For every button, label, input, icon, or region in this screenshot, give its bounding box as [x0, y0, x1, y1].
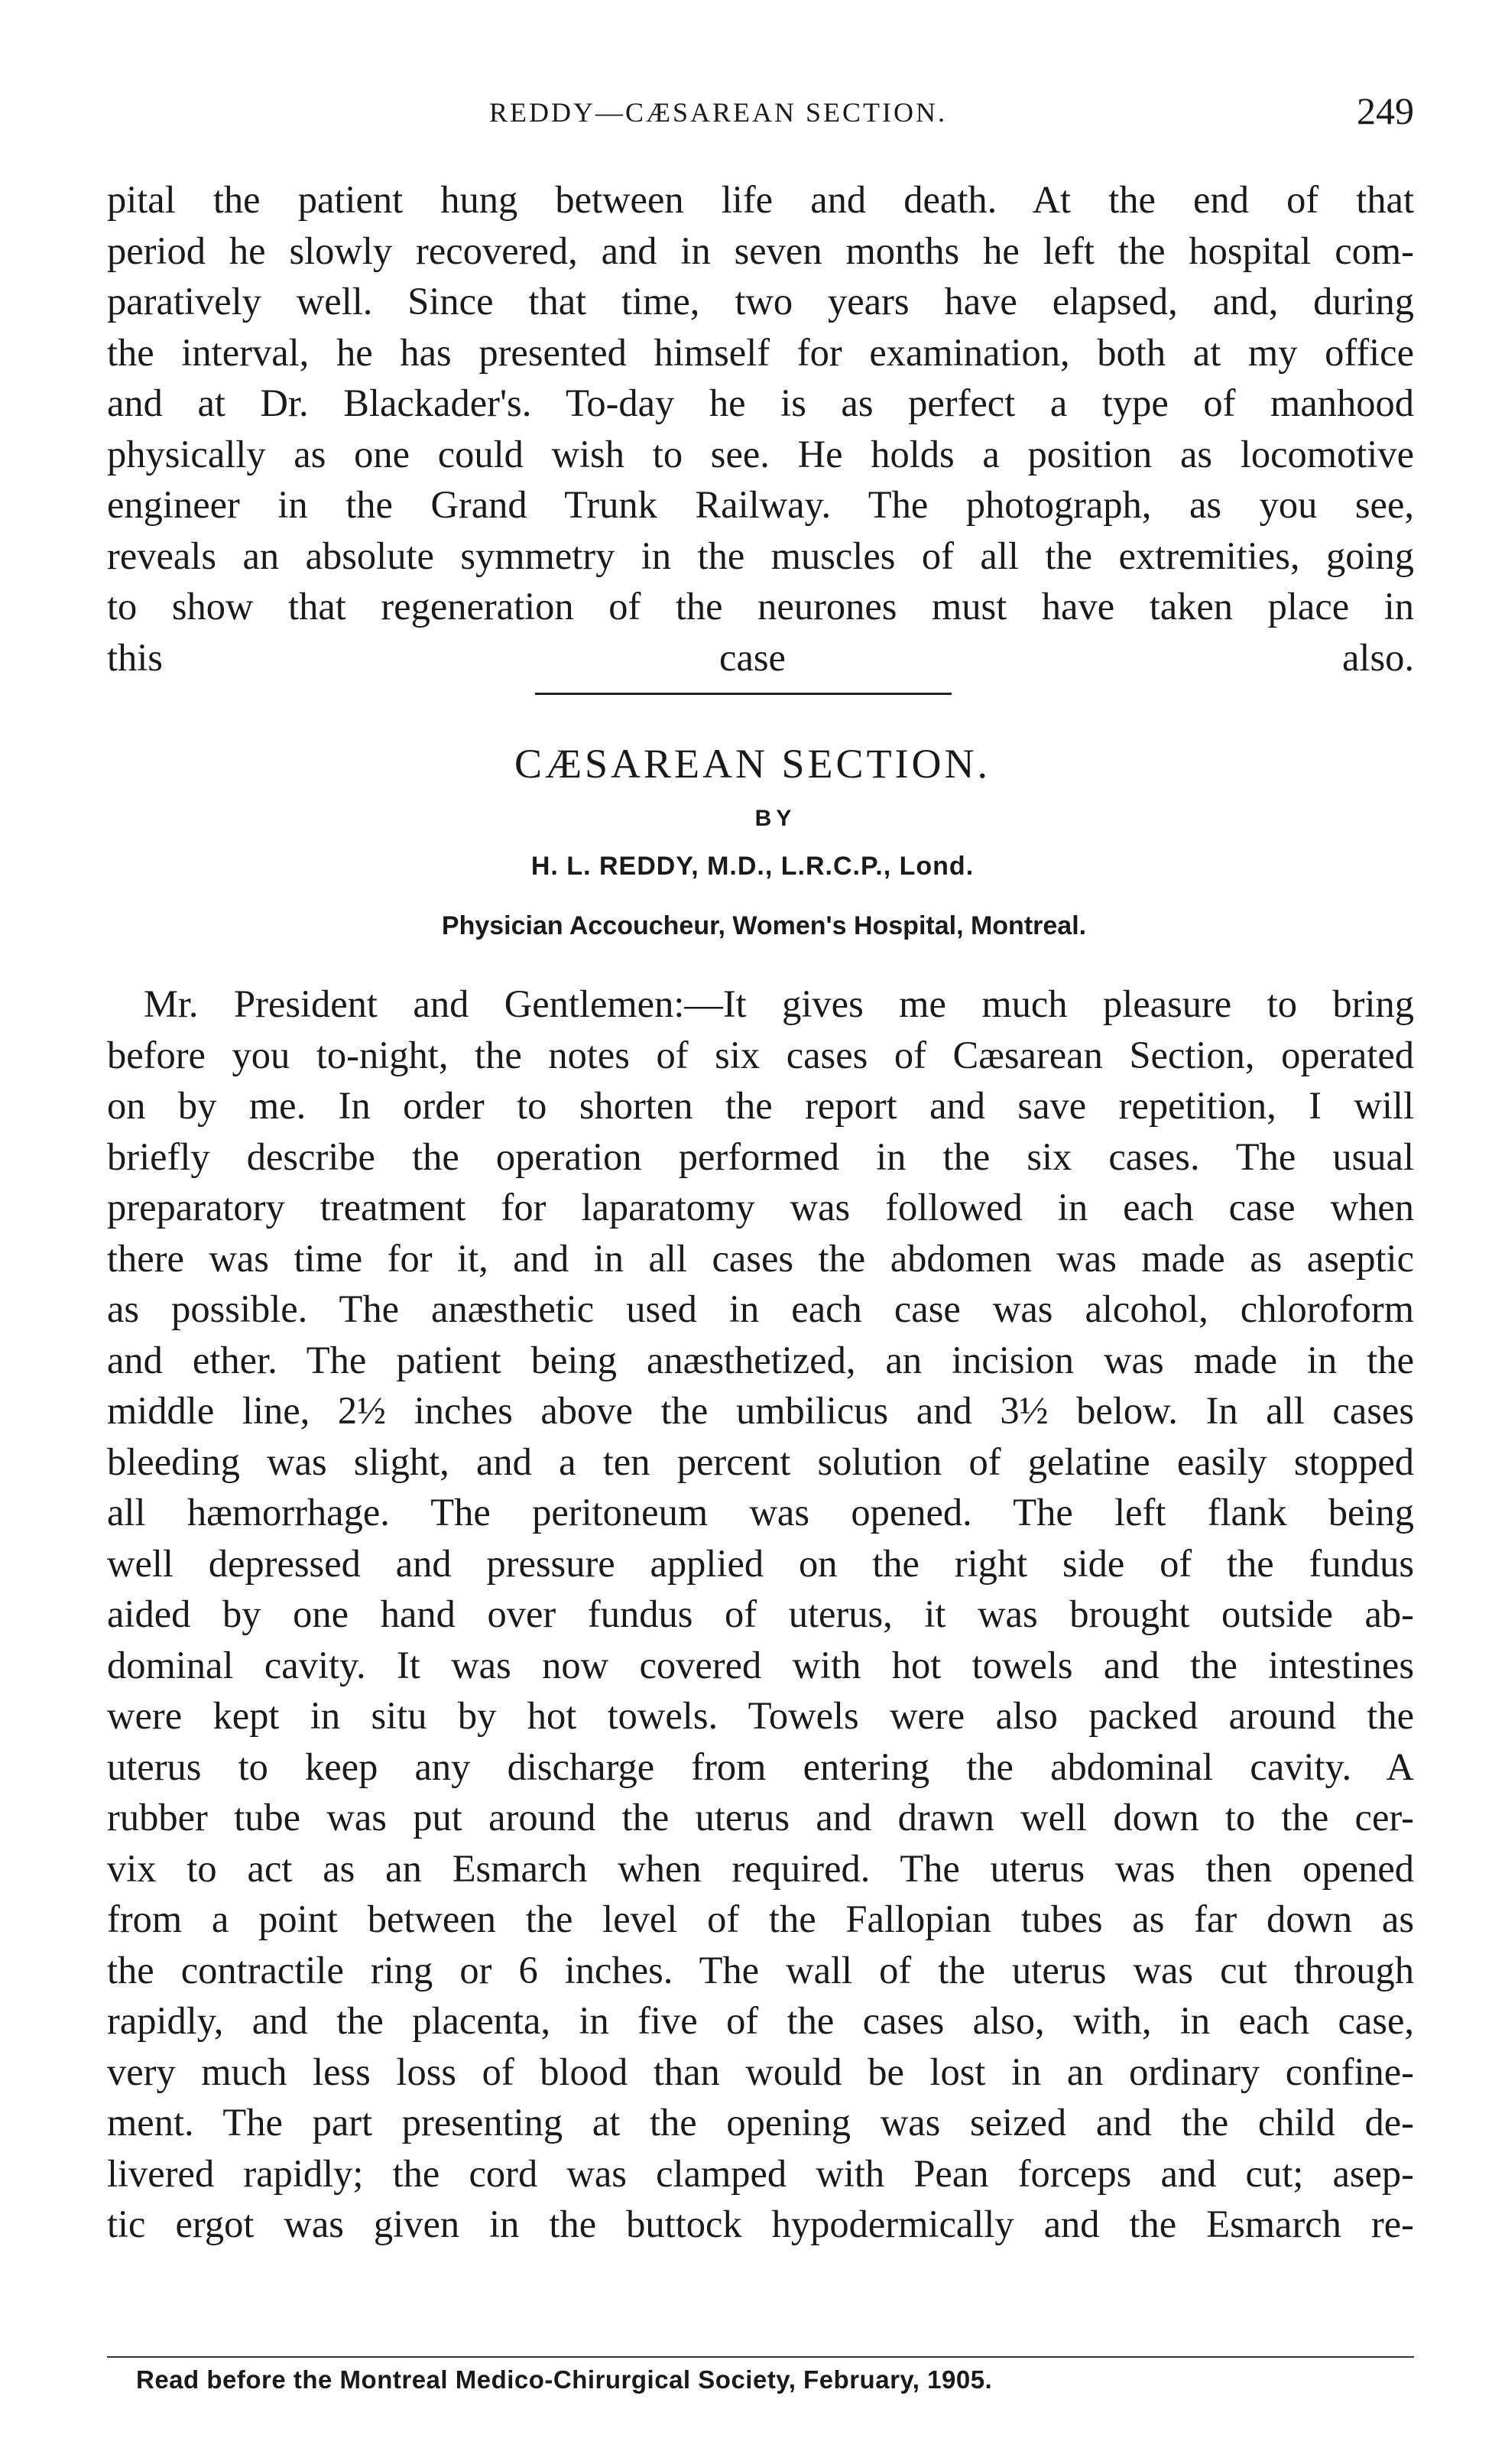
body-paragraph	[107, 979, 1414, 2250]
text-line: vix to act as an Esmarch when required. The uterus was then opened	[107, 1846, 1414, 1890]
running-head-title: REDDY—CÆSAREAN SECTION.	[489, 97, 948, 128]
text-line: before you to-night, the notes of six cases of Cæsarean Section, operated	[107, 1033, 1414, 1076]
text-line-last: this case also.	[107, 635, 1414, 679]
text-line: aided by one hand over fundus of uterus, it was brought outside ab-	[107, 1592, 1414, 1635]
text-line: middle line, 2½ inches above the umbilicus and 3½ below. In all cases	[107, 1389, 1414, 1432]
text-line: reveals an absolute symmetry in the muscles of all the extremities, going	[107, 534, 1414, 577]
section-divider	[535, 693, 952, 695]
text-line: as possible. The anæsthetic used in each case was alcohol, chloroform	[107, 1287, 1414, 1330]
text-line: and ether. The patient being anæsthetized, an incision was made in the	[107, 1338, 1414, 1381]
text-line: the interval, he has presented himself for examination, both at my office	[107, 330, 1414, 374]
footnote-rule	[107, 2356, 1414, 2358]
footnote: Read before the Montreal Medico-Chirurgical Society, February, 1905.	[136, 2365, 993, 2394]
text-line: ment. The part presenting at the opening was seized and the child de-	[107, 2101, 1414, 2144]
text-line: well depressed and pressure applied on the right side of the fundus	[107, 1541, 1414, 1585]
text-line: bleeding was slight, and a ten percent solution of gelatine easily stopped	[107, 1440, 1414, 1483]
text-line: all hæmorrhage. The peritoneum was opened. The left flank being	[107, 1491, 1414, 1534]
text-line: Mr. President and Gentlemen:—It gives me much pleasure to bring	[144, 982, 1414, 1025]
intro-paragraph	[107, 174, 1414, 683]
text-line: rapidly, and the placenta, in five of the cases also, with, in each case,	[107, 1999, 1414, 2042]
text-line: paratively well. Since that time, two years have elapsed, and, during	[107, 280, 1414, 323]
text-line: uterus to keep any discharge from entering the abdominal cavity. A	[107, 1745, 1414, 1788]
text-line: and at Dr. Blackader's. To-day he is as perfect a type of manhood	[107, 381, 1414, 424]
text-line: the contractile ring or 6 inches. The wall of the uterus was cut through	[107, 1948, 1414, 1992]
byline-by: BY	[754, 806, 796, 831]
text-line: from a point between the level of the Fallopian tubes as far down as	[107, 1898, 1414, 1940]
byline-affiliation: Physician Accoucheur, Women's Hospital, Montreal.	[441, 911, 1087, 940]
text-line: period he slowly recovered, and in seven months he left the hospital com-	[107, 229, 1414, 272]
text-line: livered rapidly; the cord was clamped with Pean forceps and cut; asep-	[107, 2151, 1414, 2195]
text-line: preparatory treatment for laparatomy was followed in each case when	[107, 1186, 1414, 1229]
text-line: there was time for it, and in all cases the abdomen was made as aseptic	[107, 1236, 1414, 1280]
text-line: rubber tube was put around the uterus and drawn well down to the cer-	[107, 1796, 1414, 1839]
running-head	[107, 86, 1414, 139]
text-line: very much less loss of blood than would be lost in an ordinary confine-	[107, 2050, 1414, 2093]
text-line: were kept in situ by hot towels. Towels were also packed around the	[107, 1694, 1414, 1737]
text-line: tic ergot was given in the buttock hypodermically and the Esmarch re-	[107, 2203, 1414, 2245]
byline-author: H. L. REDDY, M.D., L.R.C.P., Lond.	[530, 852, 975, 881]
article-title: CÆSAREAN SECTION.	[514, 741, 991, 787]
text-line: to show that regeneration of the neurones must have taken place in	[107, 585, 1414, 628]
text-line: briefly describe the operation performed in the six cases. The usual	[107, 1135, 1414, 1178]
text-line: on by me. In order to shorten the report and save repetition, I will	[107, 1084, 1414, 1127]
page-number: 249	[1357, 89, 1414, 132]
text-line: dominal cavity. It was now covered with hot towels and the intestines	[107, 1643, 1414, 1686]
text-line: pital the patient hung between life and death. At the end of that	[107, 178, 1414, 221]
text-line: physically as one could wish to see. He holds a position as locomotive	[107, 432, 1414, 476]
text-line: engineer in the Grand Trunk Railway. The photograph, as you see,	[107, 483, 1414, 526]
